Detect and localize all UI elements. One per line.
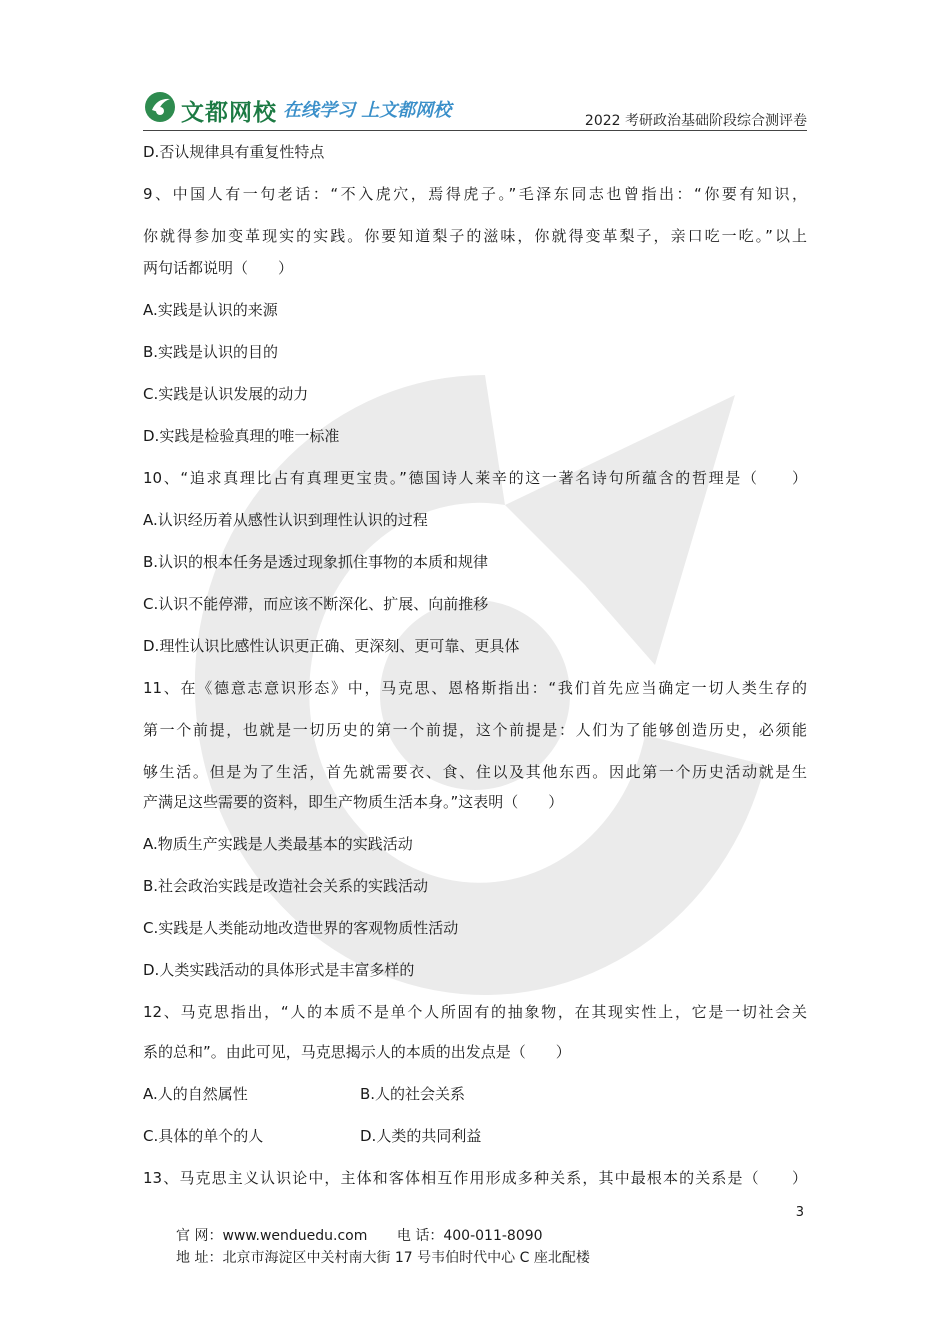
phone-label: 电 话： (396, 1228, 444, 1244)
address-label: 地 址： (176, 1250, 223, 1266)
address-text: 北京市海淀区中关村南大街 17 号韦伯时代中心 C 座北配楼 (222, 1250, 590, 1266)
question-10-line: 10、“追求真理比占有真理更宝贵。”德国诗人莱辛的这一著名诗句所蕴含的哲理是（ ） (143, 469, 807, 487)
option-line: D.实践是检验真理的唯一标准 (143, 427, 340, 445)
option-line: B.实践是认识的目的 (143, 343, 279, 361)
question-9-line: 两句话都说明（ ） (143, 259, 294, 277)
slogan: 在线学习 上文都网校 (283, 100, 452, 121)
question-9-line: 9、中国人有一句老话：“不入虎穴，焉得虎子。”毛泽东同志也曾指出：“你要有知识， (143, 185, 807, 203)
phone-number: 400-011-8090 (443, 1228, 543, 1244)
option-line: B.人的社会关系 (360, 1085, 466, 1103)
question-11-line: 11、在《德意志意识形态》中，马克思、恩格斯指出：“我们首先应当确定一切人类生存的 (143, 679, 807, 697)
option-line: A.物质生产实践是人类最基本的实践活动 (143, 835, 413, 853)
option-line: D.人类的共同利益 (360, 1127, 482, 1145)
page-footer (176, 1225, 590, 1269)
option-line: D.否认规律具有重复性特点 (143, 143, 325, 161)
option-line: D.理性认识比感性认识更正确、更深刻、更可靠、更具体 (143, 637, 520, 655)
option-line: B.认识的根本任务是透过现象抓住事物的本质和规律 (143, 553, 489, 571)
option-line: C.具体的单个的人 (143, 1127, 264, 1145)
option-line: B.社会政治实践是改造社会关系的实践活动 (143, 877, 429, 895)
question-13-line: 13、马克思主义认识论中，主体和客体相互作用形成多种关系，其中最根本的关系是（ ） (143, 1169, 807, 1187)
website-label: 官 网： (176, 1228, 223, 1244)
question-12-line: 系的总和”。由此可见，马克思揭示人的本质的出发点是（ ） (143, 1043, 571, 1061)
question-11-line: 第一个前提，也就是一切历史的第一个前提，这个前提是：人们为了能够创造历史，必须能 (143, 721, 807, 739)
question-12-line: 12、马克思指出，“人的本质不是单个人所固有的抽象物，在其现实性上，它是一切社会关 (143, 1003, 807, 1021)
option-line: A.人的自然属性 (143, 1085, 248, 1103)
question-11-line: 产满足这些需要的资料，即生产物质生活本身。”这表明（ ） (143, 793, 564, 811)
logo-text: 文都网校 (181, 100, 277, 126)
option-line: A.认识经历着从感性认识到理性认识的过程 (143, 511, 428, 529)
document-title: 2022 考研政治基础阶段综合测评卷 (584, 113, 807, 129)
page-header (143, 88, 807, 131)
option-line: D.人类实践活动的具体形式是丰富多样的 (143, 961, 415, 979)
question-11-line: 够生活。但是为了生活，首先就需要衣、食、住以及其他东西。因此第一个历史活动就是生 (143, 763, 807, 781)
website-link[interactable]: www.wenduedu.com (222, 1228, 368, 1244)
option-line: C.认识不能停滞，而应该不断深化、扩展、向前推移 (143, 595, 489, 613)
option-line: C.实践是人类能动地改造世界的客观物质性活动 (143, 919, 459, 937)
wendu-logo-icon (143, 90, 177, 124)
question-9-line: 你就得参加变革现实的实践。你要知道梨子的滋味，你就得变革梨子，亲口吃一吃。”以上 (143, 227, 807, 245)
page-number: 3 (795, 1205, 804, 1220)
option-line: A.实践是认识的来源 (143, 301, 278, 319)
option-line: C.实践是认识发展的动力 (143, 385, 309, 403)
